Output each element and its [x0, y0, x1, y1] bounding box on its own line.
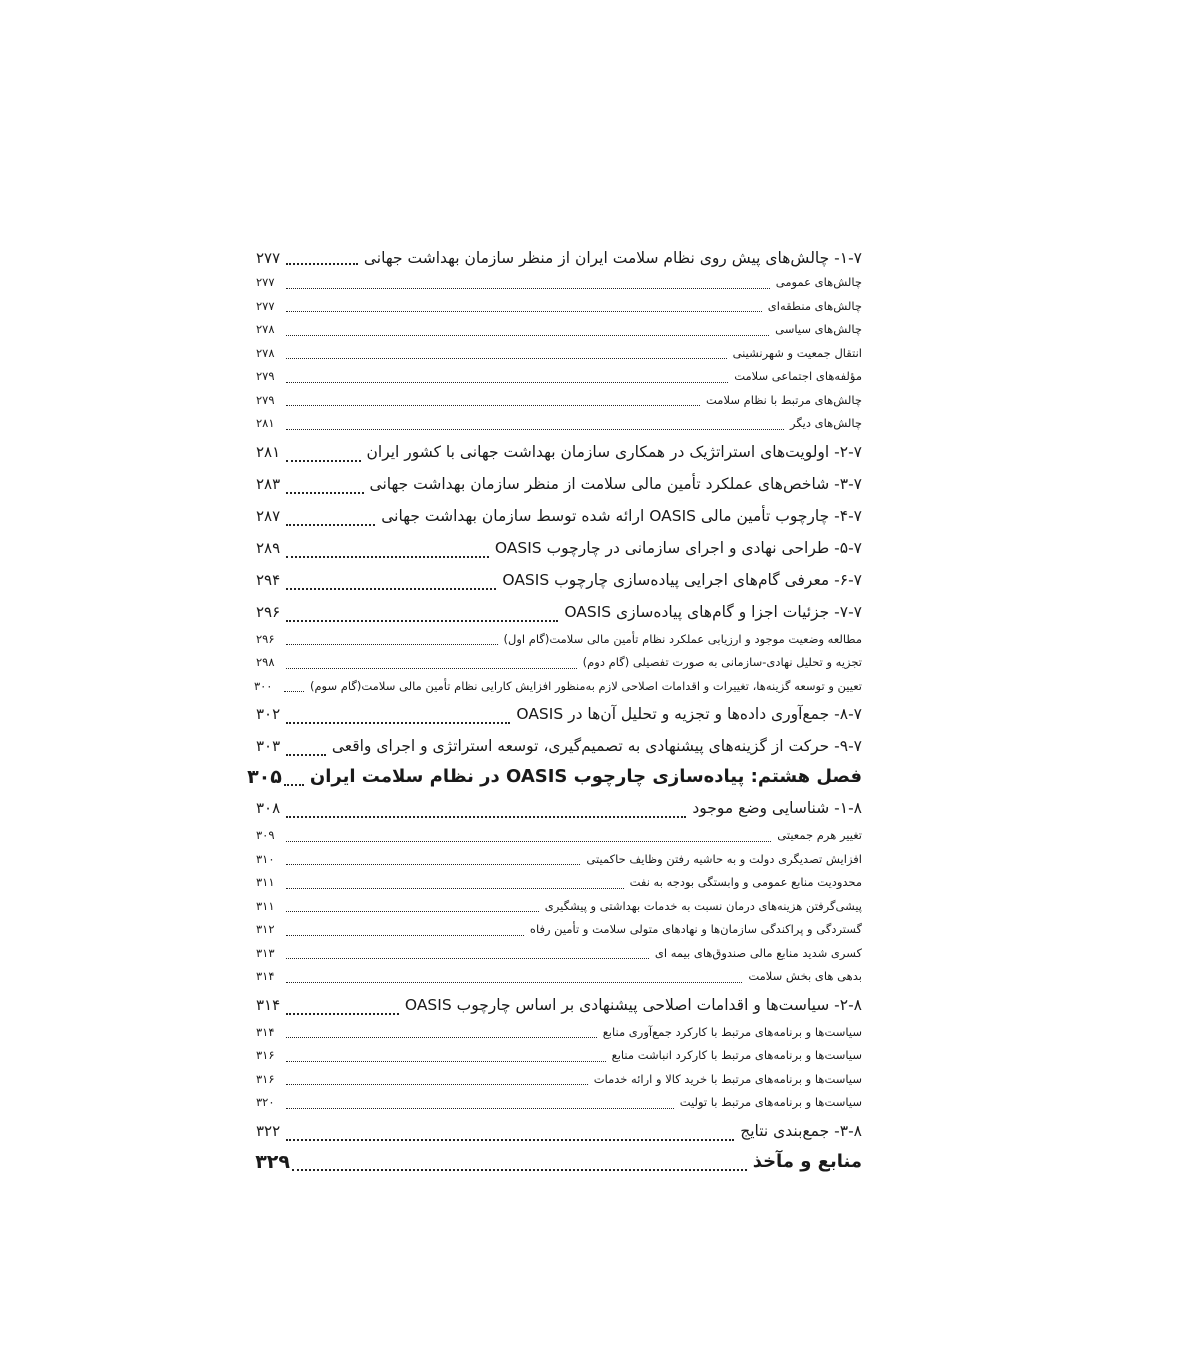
section-entry[interactable] [256, 792, 862, 824]
entry-title: چالش‌های منطقه‌ای [767, 298, 862, 313]
dot-leader [292, 1169, 747, 1171]
subsection-entry[interactable] [256, 651, 862, 675]
page-number: ۳۱۴ [256, 995, 281, 1014]
dot-leader [286, 311, 762, 312]
subsection-entry[interactable] [253, 675, 862, 699]
section-entry[interactable] [256, 500, 862, 532]
dot-leader [286, 958, 649, 959]
chapter-heading[interactable] [256, 1147, 862, 1177]
section-entry[interactable] [256, 532, 862, 564]
subsection-entry[interactable] [256, 824, 862, 848]
subsection-entry[interactable] [256, 295, 862, 319]
subsection-entry[interactable] [256, 1044, 862, 1068]
dot-leader [286, 1139, 734, 1141]
page-number: ۲۸۳ [256, 474, 281, 493]
dot-leader [286, 644, 498, 645]
entry-title: بدهی های بخش سلامت [748, 969, 862, 983]
entry-title: تعیین و توسعه گزینه‌ها، تغییرات و اقدامات اصلاحی لازم به‌منظور افزایش کارایی نظام تأمین مالی سلامت(گام سوم) [309, 678, 862, 693]
dot-leader [286, 754, 326, 756]
dot-leader [284, 691, 304, 692]
entry-title: انتقال جمعیت و شهرنشینی [732, 345, 862, 360]
entry-title: چالش‌های مرتبط با نظام سلامت [706, 392, 862, 407]
entry-title: سیاست‌ها و برنامه‌های مرتبط با تولیت [679, 1095, 862, 1109]
page-number: ۳۱۶ [256, 1071, 275, 1086]
page-number: ۲۷۹ [256, 392, 275, 407]
page-number: ۲۸۹ [256, 538, 281, 557]
page-number: ۲۷۷ [256, 298, 275, 313]
dot-leader [286, 492, 364, 494]
subsection-entry[interactable] [256, 628, 862, 652]
page-number: ۳۱۳ [256, 945, 275, 960]
dot-leader [286, 668, 577, 669]
entry-title: ۳-۸- جمع‌بندی نتایج [740, 1121, 862, 1140]
entry-title: چالش‌های دیگر [789, 416, 862, 430]
subsection-entry[interactable] [256, 389, 862, 413]
page-number: ۲۸۷ [256, 506, 281, 525]
entry-title: محدودیت منابع عمومی و وابستگی بودجه به نفت [629, 875, 862, 889]
section-entry[interactable] [256, 1115, 862, 1147]
section-entry[interactable] [256, 436, 862, 468]
entry-title: ۴-۷- چارچوب تأمین مالی OASIS ارائه شده توسط سازمان بهداشت جهانی [381, 506, 862, 525]
section-entry[interactable] [256, 245, 862, 271]
entry-title: فصل هشتم: پیاده‌سازی چارچوب OASIS در نظام سلامت ایران [309, 766, 862, 787]
subsection-entry[interactable] [256, 895, 862, 919]
entry-title: ۹-۷- حرکت از گزینه‌های پیشنهادی به تصمیم‌گیری، توسعه استراتژی و اجرای واقعی [331, 737, 862, 755]
entry-title: ۳-۷- شاخص‌های عملکرد تأمین مالی سلامت از منظر سازمان بهداشت جهانی [369, 474, 862, 493]
page-number: ۲۷۸ [256, 322, 275, 336]
subsection-entry[interactable] [256, 1068, 862, 1092]
section-entry[interactable] [256, 468, 862, 500]
entry-title: ۱-۸- شناسایی وضع موجود [692, 799, 862, 817]
entry-title: پیشی‌گرفتن هزینه‌های درمان نسبت به خدمات بهداشتی و پیشگیری [544, 898, 862, 913]
page-number: ۲۹۶ [256, 602, 281, 621]
dot-leader [286, 556, 489, 558]
page-number: ۲۸۱ [256, 442, 281, 461]
entry-title: ۲-۷- اولویت‌های استراتژیک در همکاری سازمان بهداشت جهانی با کشور ایران [366, 442, 862, 461]
page-number: ۳۲۹ [255, 1150, 290, 1173]
page-number: ۳۱۴ [256, 969, 275, 983]
entry-title: تجزیه و تحلیل نهادی-سازمانی به صورت تفصیلی (گام دوم) [582, 655, 862, 669]
dot-leader [286, 1061, 606, 1062]
subsection-entry[interactable] [256, 318, 862, 342]
chapter-heading[interactable] [247, 762, 862, 792]
page-number: ۲۹۴ [256, 570, 281, 589]
entry-title: ۸-۷- جمع‌آوری داده‌ها و تجزیه و تحلیل آن‌ها در OASIS [516, 705, 862, 723]
entry-title: ۷-۷- جزئیات اجزا و گام‌های پیاده‌سازی OASIS [564, 602, 862, 621]
dot-leader [284, 784, 304, 786]
dot-leader [286, 982, 742, 983]
dot-leader [286, 864, 580, 865]
dot-leader [286, 358, 727, 359]
entry-title: منابع و مآخذ [752, 1150, 862, 1172]
dot-leader [286, 1013, 399, 1015]
page-number: ۳۱۴ [256, 1024, 275, 1039]
entry-title: ۲-۸- سیاست‌ها و اقدامات اصلاحی پیشنهادی بر اساس چارچوب OASIS [404, 995, 862, 1014]
subsection-entry[interactable] [256, 342, 862, 366]
dot-leader [286, 405, 700, 406]
page-number: ۲۷۹ [256, 369, 275, 383]
dot-leader [286, 263, 358, 265]
entry-title: ۵-۷- طراحی نهادی و اجرای سازمانی در چارچوب OASIS [494, 538, 862, 557]
page-number: ۳۱۰ [256, 851, 275, 866]
entry-title: مؤلفه‌های اجتماعی سلامت [734, 369, 862, 383]
dot-leader [286, 935, 524, 936]
dot-leader [286, 335, 769, 336]
dot-leader [286, 460, 361, 462]
subsection-entry[interactable] [256, 918, 862, 942]
section-entry[interactable] [256, 730, 862, 762]
dot-leader [286, 816, 686, 818]
entry-title: ۶-۷- معرفی گام‌های اجرایی پیاده‌سازی چارچوب OASIS [502, 570, 862, 589]
entry-title: ۱-۷- چالش‌های پیش روی نظام سلامت ایران از منظر سازمان بهداشت جهانی [363, 249, 862, 267]
page-number: ۲۷۷ [256, 275, 275, 289]
subsection-entry[interactable] [256, 871, 862, 895]
page-number: ۲۷۸ [256, 345, 275, 360]
page-number: ۳۰۹ [256, 828, 275, 842]
page-number: ۳۰۸ [256, 799, 281, 817]
subsection-entry[interactable] [256, 271, 862, 295]
subsection-entry[interactable] [256, 848, 862, 872]
page-number: ۲۹۸ [256, 655, 275, 669]
page-number: ۳۰۲ [256, 705, 281, 723]
entry-title: گستردگی و پراکندگی سازمان‌ها و نهادهای متولی سلامت و تأمین رفاه [529, 922, 862, 936]
dot-leader [286, 288, 770, 289]
entry-title: تغییر هرم جمعیتی [777, 828, 862, 842]
page-number: ۳۱۲ [256, 922, 275, 936]
subsection-entry[interactable] [256, 965, 862, 989]
subsection-entry[interactable] [256, 412, 862, 436]
subsection-entry[interactable] [256, 365, 862, 389]
entry-title: افزایش تصدیگری دولت و به حاشیه رفتن وظایف حاکمیتی [586, 851, 862, 866]
dot-leader [286, 620, 558, 622]
page-number: ۳۱۶ [256, 1048, 275, 1062]
page-number: ۳۰۳ [256, 737, 281, 755]
page-number: ۲۷۷ [256, 249, 281, 267]
entry-title: چالش‌های سیاسی [775, 322, 862, 336]
section-entry[interactable] [256, 989, 862, 1021]
page-number: ۳۲۲ [256, 1121, 281, 1140]
entry-title: سیاست‌ها و برنامه‌های مرتبط با کارکرد انباشت منابع [611, 1048, 862, 1062]
entry-title: سیاست‌ها و برنامه‌های مرتبط با خرید کالا و ارائه خدمات [593, 1071, 862, 1086]
dot-leader [286, 382, 728, 383]
dot-leader [286, 429, 784, 430]
dot-leader [286, 1108, 674, 1109]
entry-title: کسری شدید منابع مالی صندوق‌های بیمه ای [654, 945, 862, 960]
page-number: ۳۱۱ [256, 875, 275, 889]
page-number: ۳۰۵ [247, 766, 282, 788]
subsection-entry[interactable] [256, 942, 862, 966]
section-entry[interactable] [256, 698, 862, 730]
dot-leader [286, 841, 771, 842]
dot-leader [286, 588, 496, 590]
dot-leader [286, 1037, 597, 1038]
subsection-entry[interactable] [256, 1021, 862, 1045]
subsection-entry[interactable] [256, 1091, 862, 1115]
page-number: ۳۱۱ [256, 898, 275, 913]
dot-leader [286, 888, 624, 889]
dot-leader [286, 911, 539, 912]
section-entry[interactable] [256, 564, 862, 596]
dot-leader [286, 524, 375, 526]
page-number: ۲۹۶ [256, 631, 275, 646]
section-entry[interactable] [256, 596, 862, 628]
entry-title: چالش‌های عمومی [775, 275, 862, 289]
dot-leader [286, 722, 510, 724]
entry-title: سیاست‌ها و برنامه‌های مرتبط با کارکرد جمع‌آوری منابع [602, 1024, 862, 1039]
page-number: ۳۰۰ [253, 678, 273, 693]
entry-title: مطالعه وضعیت موجود و ارزیابی عملکرد نظام تأمین مالی سلامت(گام اول) [503, 631, 862, 646]
page-number: ۲۸۱ [256, 416, 275, 430]
table-of-contents [247, 245, 862, 1177]
dot-leader [286, 1084, 588, 1085]
page-number: ۳۲۰ [256, 1095, 275, 1109]
